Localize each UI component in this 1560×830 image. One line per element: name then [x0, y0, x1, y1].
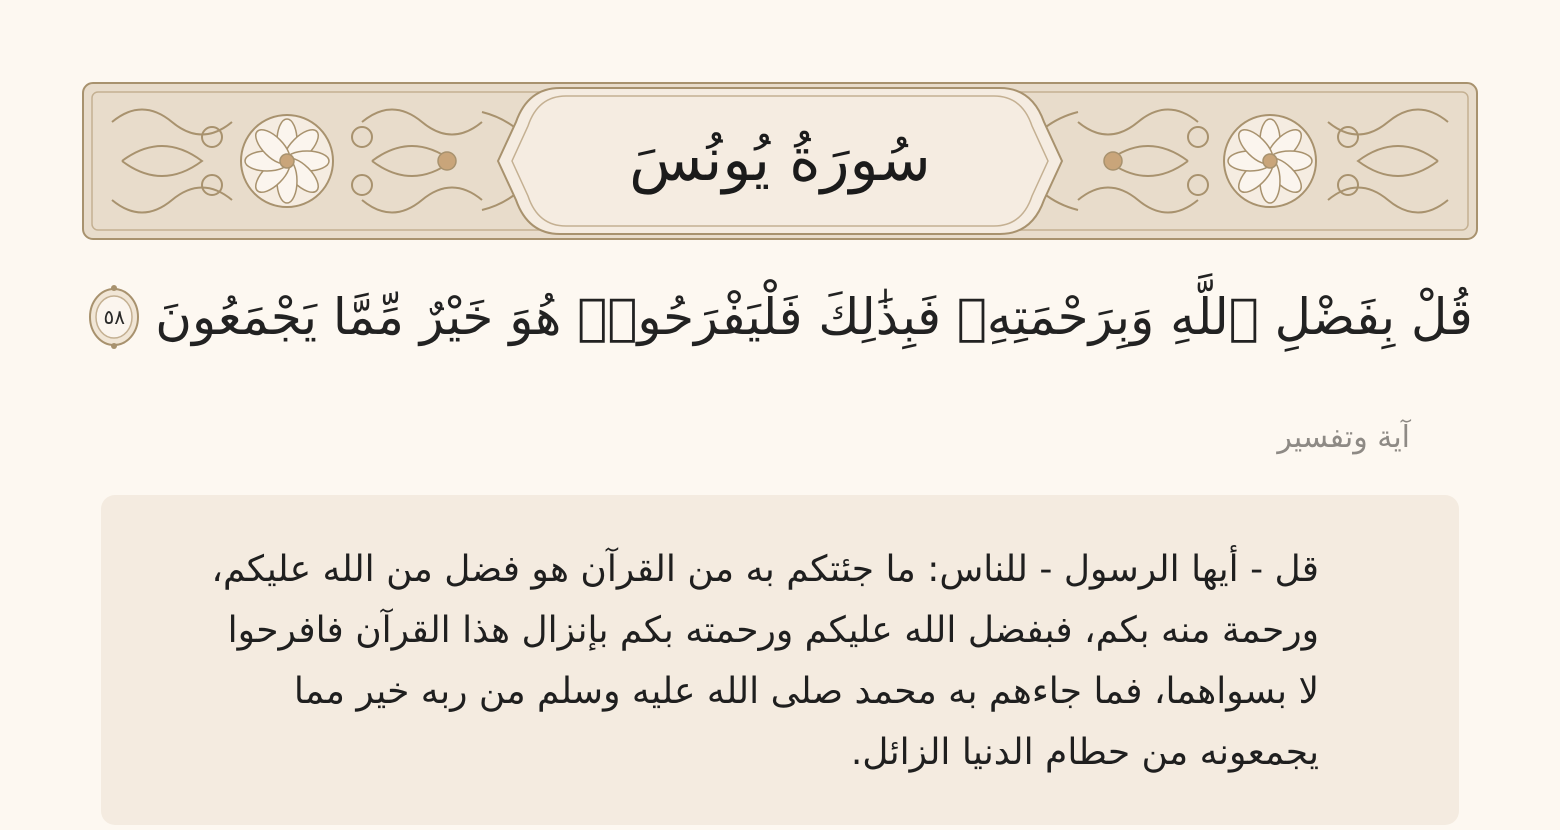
section-label: آية وتفسير — [1277, 420, 1410, 455]
ayah-number: ٥٨ — [103, 305, 125, 329]
tafsir-card — [101, 495, 1459, 825]
left-floral-medallion-icon — [241, 115, 333, 207]
tafsir-text: قل - أيها الرسول - للناس: ما جئتكم به من القرآن هو فضل من الله عليكم، ورحمة منه بكم، فبفضل الله عليكم ورحمته بكم بإنزال هذا القرآن فافرحوا لا بسواهما، فما جاءهم به محمد صلى الله عليه وسلم من ربه خير مما يجمعونه من حطام الدنيا الزائل. — [211, 549, 1319, 773]
ayah-end-marker-icon — [87, 284, 141, 350]
ayah-text: قُلْ بِفَضْلِ ٱللَّهِ وَبِرَحْمَتِهِۦ فَبِذَٰلِكَ فَلْيَفْرَحُوا۟ هُوَ خَيْرٌ مِّمَّا يَجْمَعُونَ — [155, 288, 1473, 346]
right-floral-medallion-icon — [1224, 115, 1316, 207]
ayah-row — [103, 272, 1473, 362]
surah-title: سُورَةُ يُونُسَ — [629, 125, 931, 195]
